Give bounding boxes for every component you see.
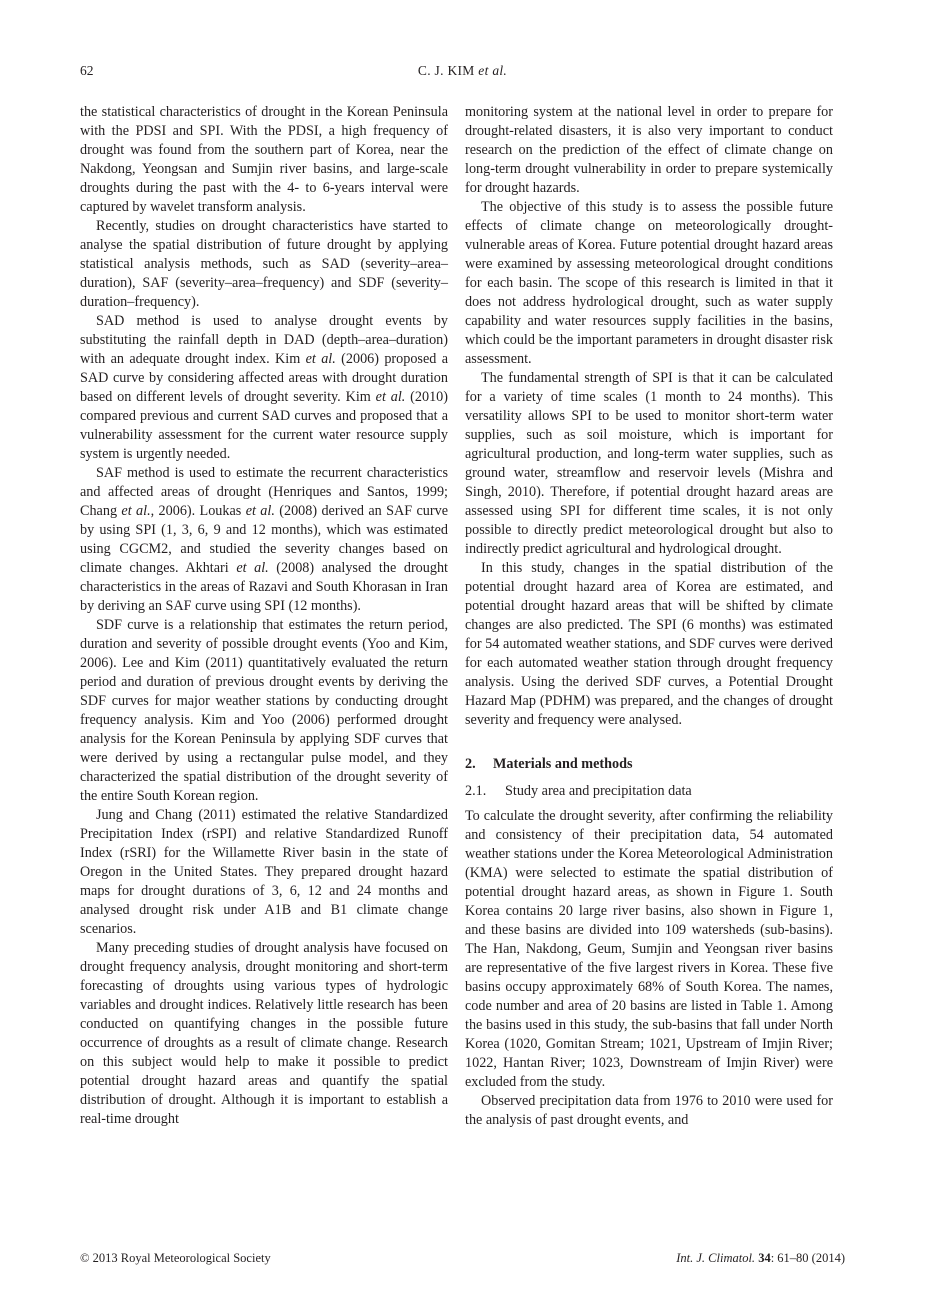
paragraph: Recently, studies on drought characteristics have started to analyse the spatial distribution of future drought by applying statistical analysis methods, such as SAD (severity–area–duration), SAF (severity–area–frequency) and SDF (severity–duration–frequency). — [80, 218, 448, 310]
text-run: (2006) proposed a SAD curve by considering affected areas with drought duration based on different levels of drought severity. Kim — [80, 351, 449, 405]
right-column — [465, 103, 833, 1130]
text-run: SAD method is used to analyse drought events by substituting the rainfall depth in DAD (depth–area–duration) with an adequate drought index. Kim — [80, 313, 448, 367]
journal-volume: 34 — [758, 1251, 771, 1265]
paragraph: Jung and Chang (2011) estimated the relative Standardized Precipitation Index (rSPI) and relative Standardized Runoff Index (rSRI) for the Willamette River basin in the state of Oregon in the United States. They prepared drought hazard maps for drought durations of 3, 6, 12 and 24 months and analysed drought risk under A1B and B1 climate change scenarios. — [80, 807, 448, 937]
paragraph-sdf: SDF curve is a relationship that estimates the return period, duration and severity of possible drought events (Yoo and Kim, 2006). Lee and Kim (2011) quantitatively evaluated the return period and duration of previous drought events by deriving the SDF curves for major weather stations by conducting drought frequency analysis. Kim and Yoo (2006) performed drought analysis for the Korean Peninsula by applying SDF curves that were derived by using a rectangular pulse model, and they characterized the spatial distribution of the drought severity of the entire South Korean region. — [80, 617, 448, 804]
paragraph: monitoring system at the national level in order to prepare for drought-related disasters, it is also very important to conduct research on the prediction of the effect of climate change on long-term drought vulnerability in order to prepare systemically for drought hazards. — [465, 104, 833, 196]
section-number: 2. — [465, 756, 476, 772]
page-number: 62 — [80, 63, 94, 78]
paragraph: Observed precipitation data from 1976 to 2010 were used for the analysis of past drought events, and — [465, 1093, 833, 1128]
paragraph: the statistical characteristics of drought in the Korean Peninsula with the PDSI and SPI. With the PDSI, a high frequency of drought was found from the southern part of Korea, near the Nakdong, Yeongsan and Sumjin river basins, and large-scale droughts during the past with the 4- to 6-years interval were captured by wavelet transform analysis. — [80, 104, 448, 215]
paragraph: To calculate the drought severity, after confirming the reliability and consistency of their precipitation data, 54 automated weather stations under the Korea Meteorological Administration (KMA) were selected to estimate the spatial distribution of potential drought hazard areas, as shown in Figure 1. South Korea contains 20 large river basins, also shown in Figure 1, and these basins are divided into 109 watersheds (sub-basins). The Han, Nakdong, Geum, Sumjin and Yeongsan river basins are representative of the five largest rivers in Korea. These five basins occupy approximately 68% of South Korea. The names, code number and area of 20 basins are listed in Table 1. Among the basins used in this study, the sub-basins that fall under North Korea (1020, Gomitan Stream; 1021, Upstream of Imjin River; 1022, Hantan River; 1023, Downstream of Imjin River) were excluded from the study. — [465, 808, 833, 1090]
running-header — [80, 63, 845, 83]
section-title: Materials and methods — [493, 756, 633, 772]
paragraph: In this study, changes in the spatial distribution of the potential drought hazard area of Korea are estimated, and potential drought hazard areas that will be shifted by climate changes are also predicted. The SPI (6 months) was estimated for 54 automated weather stations, and SDF curves were derived for each automated weather station through drought frequency analysis. Using the derived SDF curves, a Potential Drought Hazard Map (PDHM) was prepared, and the changes of drought severity and frequency were analysed. — [465, 560, 833, 728]
et-al: et al. — [121, 503, 151, 519]
journal-name: Int. J. Climatol. — [676, 1251, 756, 1265]
text-run: (2008) analysed the drought characteristics in the areas of Razavi and South Khorasan in Iran by deriving an SAF curve using SPI (12 months). — [80, 560, 448, 614]
subsection-title: Study area and precipitation data — [505, 783, 692, 799]
text-run: (2008) derived an SAF curve by using SPI (1, 3, 6, 9 and 12 months), which was estimated using CGCM2, and studied the severity changes based on climate changes. Akhtari — [80, 503, 449, 576]
journal-citation — [676, 1251, 845, 1266]
et-al: et al. — [305, 351, 336, 367]
running-head-authors — [80, 63, 845, 79]
copyright: © 2013 Royal Meteorological Society — [80, 1251, 271, 1265]
page-footer — [80, 1251, 845, 1271]
et-al: et al. — [236, 560, 269, 576]
paragraph: Many preceding studies of drought analysis have focused on drought frequency analysis, drought monitoring and short-term forecasting of droughts using various types of hydrologic variables and drought indices. Relatively little research has been conducted on quantifying changes in the possible future occurrence of droughts as a result of climate change. Research on this subject would help to make it possible to predict potential drought hazard areas and quantify the spatial distribution of drought. Although it is important to establish a real-time drought — [80, 940, 448, 1127]
paragraph-sad — [80, 312, 448, 464]
et-al: et al. — [478, 63, 508, 78]
paragraph-saf — [80, 464, 448, 616]
journal-pages: : 61–80 (2014) — [770, 1251, 845, 1265]
text-run: , 2006). Loukas — [150, 503, 246, 519]
paragraph-objective: The objective of this study is to assess the possible future effects of climate change on meteorologically drought-vulnerable areas of Korea. Future potential drought hazard areas were examined by assessing meteorological drought conditions for each basin. The scope of this research is limited in that it does not address hydrological drought, such as water supply capability and water resources supply facilities in the basins, which could be the important parameters in drought disaster risk assessment. — [465, 199, 833, 367]
subsection-heading — [465, 782, 833, 801]
author-name: C. J. KIM — [417, 63, 475, 78]
subsection-number: 2.1. — [465, 783, 487, 799]
text-run: (2010) compared previous and current SAD curves and proposed that a vulnerability assessment for the current water resource supply system is urgently needed. — [80, 389, 448, 462]
left-column — [80, 103, 448, 1129]
text-run: SAF method is used to estimate the recurrent characteristics and affected areas of drought (Henriques and Santos, 1999; Chang — [80, 465, 448, 519]
et-al: et al. — [245, 503, 275, 519]
section-heading — [465, 755, 833, 774]
paragraph-spi: The fundamental strength of SPI is that it can be calculated for a variety of time scales (1 month to 24 months). This versatility allows SPI to be used to monitor short-term water supplies, such as soil moisture, which is important for agricultural production, and long-term water supplies, such as ground water, streamflow and reservoir levels (Mishra and Singh, 2010). Therefore, if potential drought hazard areas are assessed using SPI for different time scales, it is not only possible to directly predict meteorological drought but also to indirectly predict agricultural and hydrological drought. — [465, 370, 833, 557]
et-al: et al. — [375, 389, 406, 405]
